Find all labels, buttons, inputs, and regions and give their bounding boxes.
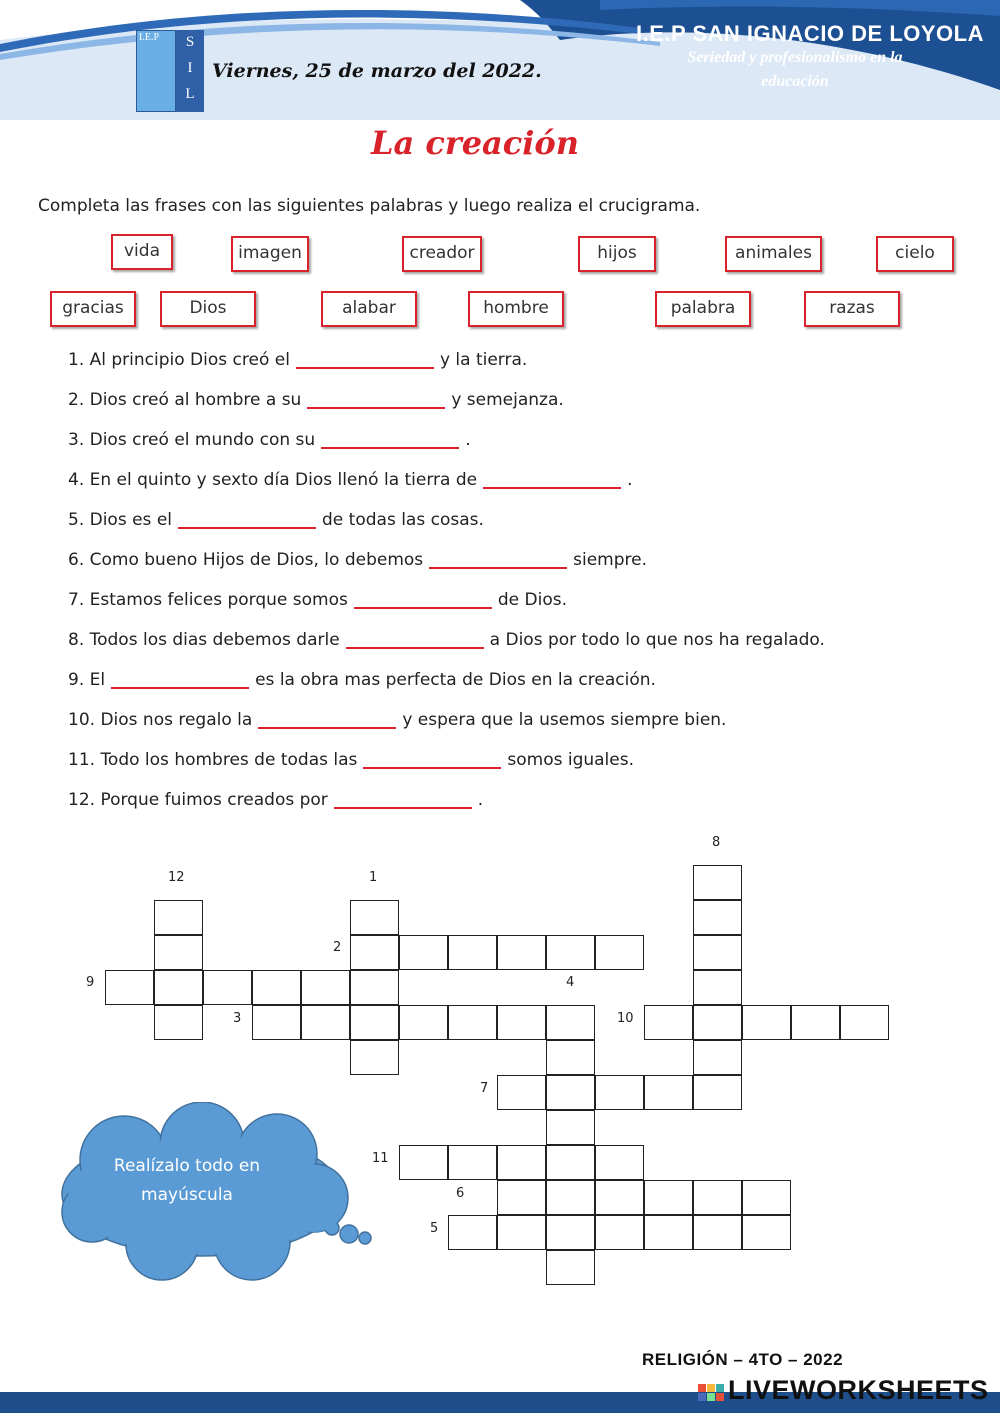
answer-blank-4[interactable] — [483, 487, 621, 489]
crossword-cell[interactable] — [595, 1215, 644, 1250]
clue-number-7: 7 — [480, 1081, 489, 1096]
crossword-cell[interactable] — [693, 970, 742, 1005]
crossword-cell[interactable] — [546, 1110, 595, 1145]
word-box-dios: Dios — [160, 291, 256, 327]
crossword-cell[interactable] — [693, 1005, 742, 1040]
word-box-palabra: palabra — [655, 291, 751, 327]
clue-number-3: 3 — [233, 1011, 242, 1026]
crossword-cell[interactable] — [693, 1040, 742, 1075]
crossword-cell[interactable] — [546, 1040, 595, 1075]
school-name: I.E.P SAN IGNACIO DE LOYOLA — [635, 21, 984, 46]
crossword-cell[interactable] — [154, 900, 203, 935]
crossword-cell[interactable] — [154, 1005, 203, 1040]
crossword-cell[interactable] — [350, 970, 399, 1005]
crossword-cell[interactable] — [497, 1005, 546, 1040]
question-10: 10. Dios nos regalo la y espera que la usemos siempre bien. — [68, 710, 727, 730]
answer-blank-3[interactable] — [321, 447, 459, 449]
crossword-cell[interactable] — [154, 935, 203, 970]
cloud-note-text: Realízalo todo en mayúscula — [113, 1156, 261, 1205]
answer-blank-9[interactable] — [111, 687, 249, 689]
question-12: 12. Porque fuimos creados por . — [68, 790, 484, 810]
crossword-cell[interactable] — [350, 1040, 399, 1075]
answer-blank-5[interactable] — [178, 527, 316, 529]
question-5: 5. Dios es el de todas las cosas. — [68, 510, 484, 530]
answer-blank-1[interactable] — [296, 367, 434, 369]
clue-number-9: 9 — [86, 975, 95, 990]
answer-blank-11[interactable] — [363, 767, 501, 769]
crossword-cell[interactable] — [742, 1215, 791, 1250]
crossword-cell[interactable] — [301, 970, 350, 1005]
question-11: 11. Todo los hombres de todas las somos iguales. — [68, 750, 635, 770]
answer-blank-8[interactable] — [346, 647, 484, 649]
clue-number-4: 4 — [566, 975, 575, 990]
crossword-cell[interactable] — [203, 970, 252, 1005]
crossword-cell[interactable] — [791, 1005, 840, 1040]
question-2: 2. Dios creó al hombre a su y semejanza. — [68, 390, 564, 410]
liveworksheets-watermark: LIVEWORKSHEETS — [728, 1375, 989, 1405]
crossword-cell[interactable] — [546, 1180, 595, 1215]
crossword-cell[interactable] — [644, 1005, 693, 1040]
logo-letter-i: I — [187, 60, 193, 76]
crossword-cell[interactable] — [644, 1215, 693, 1250]
crossword-cell[interactable] — [252, 1005, 301, 1040]
question-8: 8. Todos los dias debemos darle a Dios por todo lo que nos ha regalado. — [68, 630, 825, 650]
crossword-cell[interactable] — [399, 935, 448, 970]
crossword-cell[interactable] — [546, 1250, 595, 1285]
worksheet-date: Viernes, 25 de marzo del 2022. — [212, 60, 542, 82]
crossword-cell[interactable] — [644, 1180, 693, 1215]
word-box-vida: vida — [111, 234, 173, 270]
crossword-cell[interactable] — [497, 1145, 546, 1180]
crossword-cell[interactable] — [693, 1180, 742, 1215]
crossword-cell[interactable] — [448, 935, 497, 970]
crossword-cell[interactable] — [497, 1215, 546, 1250]
word-box-animales: animales — [725, 236, 822, 272]
crossword-cell[interactable] — [497, 935, 546, 970]
clue-number-8: 8 — [712, 835, 721, 850]
crossword-cell[interactable] — [105, 970, 154, 1005]
slogan-line-2: educación — [761, 73, 829, 90]
word-box-gracias: gracias — [50, 291, 136, 327]
word-box-cielo: cielo — [876, 236, 954, 272]
crossword-cell[interactable] — [497, 1075, 546, 1110]
crossword-cell[interactable] — [154, 970, 203, 1005]
clue-number-12: 12 — [168, 870, 185, 885]
question-6: 6. Como bueno Hijos de Dios, lo debemos siempre. — [68, 550, 648, 570]
word-box-hombre: hombre — [468, 291, 564, 327]
question-3: 3. Dios creó el mundo con su . — [68, 430, 471, 450]
footer-subject: RELIGIÓN – 4TO – 2022 — [642, 1350, 844, 1369]
word-box-creador: creador — [402, 236, 482, 272]
clue-number-2: 2 — [333, 940, 342, 955]
crossword-cell[interactable] — [742, 1180, 791, 1215]
crossword-cell[interactable] — [693, 1215, 742, 1250]
crossword-cell[interactable] — [399, 1145, 448, 1180]
answer-blank-10[interactable] — [258, 727, 396, 729]
school-slogan — [640, 46, 950, 94]
clue-number-1: 1 — [369, 870, 378, 885]
logo-iep-text: I.E.P — [139, 32, 159, 43]
crossword-cell[interactable] — [546, 1075, 595, 1110]
crossword-cell[interactable] — [301, 1005, 350, 1040]
crossword-cell[interactable] — [252, 970, 301, 1005]
page-title: La creación — [370, 124, 580, 162]
logo-letter-l: L — [185, 86, 195, 102]
clue-number-6: 6 — [456, 1186, 465, 1201]
answer-blank-2[interactable] — [307, 407, 445, 409]
question-1: 1. Al principio Dios creó el y la tierra. — [68, 350, 528, 370]
crossword-cell[interactable] — [693, 935, 742, 970]
answer-blank-12[interactable] — [334, 807, 472, 809]
answer-blank-6[interactable] — [429, 567, 567, 569]
school-logo — [136, 30, 204, 112]
slogan-line-1: Seriedad y profesionalismo en la — [687, 49, 903, 66]
crossword-cell[interactable] — [546, 1145, 595, 1180]
crossword-cell[interactable] — [448, 1145, 497, 1180]
crossword-cell[interactable] — [448, 1005, 497, 1040]
crossword-cell[interactable] — [693, 1075, 742, 1110]
crossword-cell[interactable] — [350, 900, 399, 935]
crossword-cell[interactable] — [350, 1005, 399, 1040]
crossword-cell[interactable] — [595, 1075, 644, 1110]
word-box-imagen: imagen — [231, 236, 309, 272]
crossword-cell[interactable] — [350, 935, 399, 970]
crossword-cell[interactable] — [742, 1005, 791, 1040]
crossword-cell[interactable] — [546, 935, 595, 970]
question-9: 9. El es la obra mas perfecta de Dios en la creación. — [68, 670, 656, 690]
word-box-razas: razas — [804, 291, 900, 327]
crossword-cell[interactable] — [399, 1005, 448, 1040]
clue-number-11: 11 — [372, 1151, 389, 1166]
crossword-cell[interactable] — [546, 1215, 595, 1250]
crossword-cell[interactable] — [644, 1075, 693, 1110]
crossword-cell[interactable] — [595, 1145, 644, 1180]
crossword-cell[interactable] — [546, 1005, 595, 1040]
crossword-cell[interactable] — [497, 1180, 546, 1215]
crossword-cell[interactable] — [693, 900, 742, 935]
clue-number-10: 10 — [617, 1011, 634, 1026]
crossword-cell[interactable] — [595, 935, 644, 970]
answer-blank-7[interactable] — [354, 607, 492, 609]
question-7: 7. Estamos felices porque somos de Dios. — [68, 590, 568, 610]
word-box-alabar: alabar — [321, 291, 417, 327]
word-box-hijos: hijos — [578, 236, 656, 272]
clue-number-5: 5 — [430, 1221, 439, 1236]
question-4: 4. En el quinto y sexto día Dios llenó la tierra de . — [68, 470, 633, 490]
crossword-cell[interactable] — [595, 1180, 644, 1215]
instructions: Completa las frases con las siguientes palabras y luego realiza el crucigrama. — [38, 196, 701, 216]
crossword-cell[interactable] — [840, 1005, 889, 1040]
crossword-cell[interactable] — [693, 865, 742, 900]
logo-letter-s: S — [185, 34, 195, 50]
crossword-cell[interactable] — [448, 1215, 497, 1250]
